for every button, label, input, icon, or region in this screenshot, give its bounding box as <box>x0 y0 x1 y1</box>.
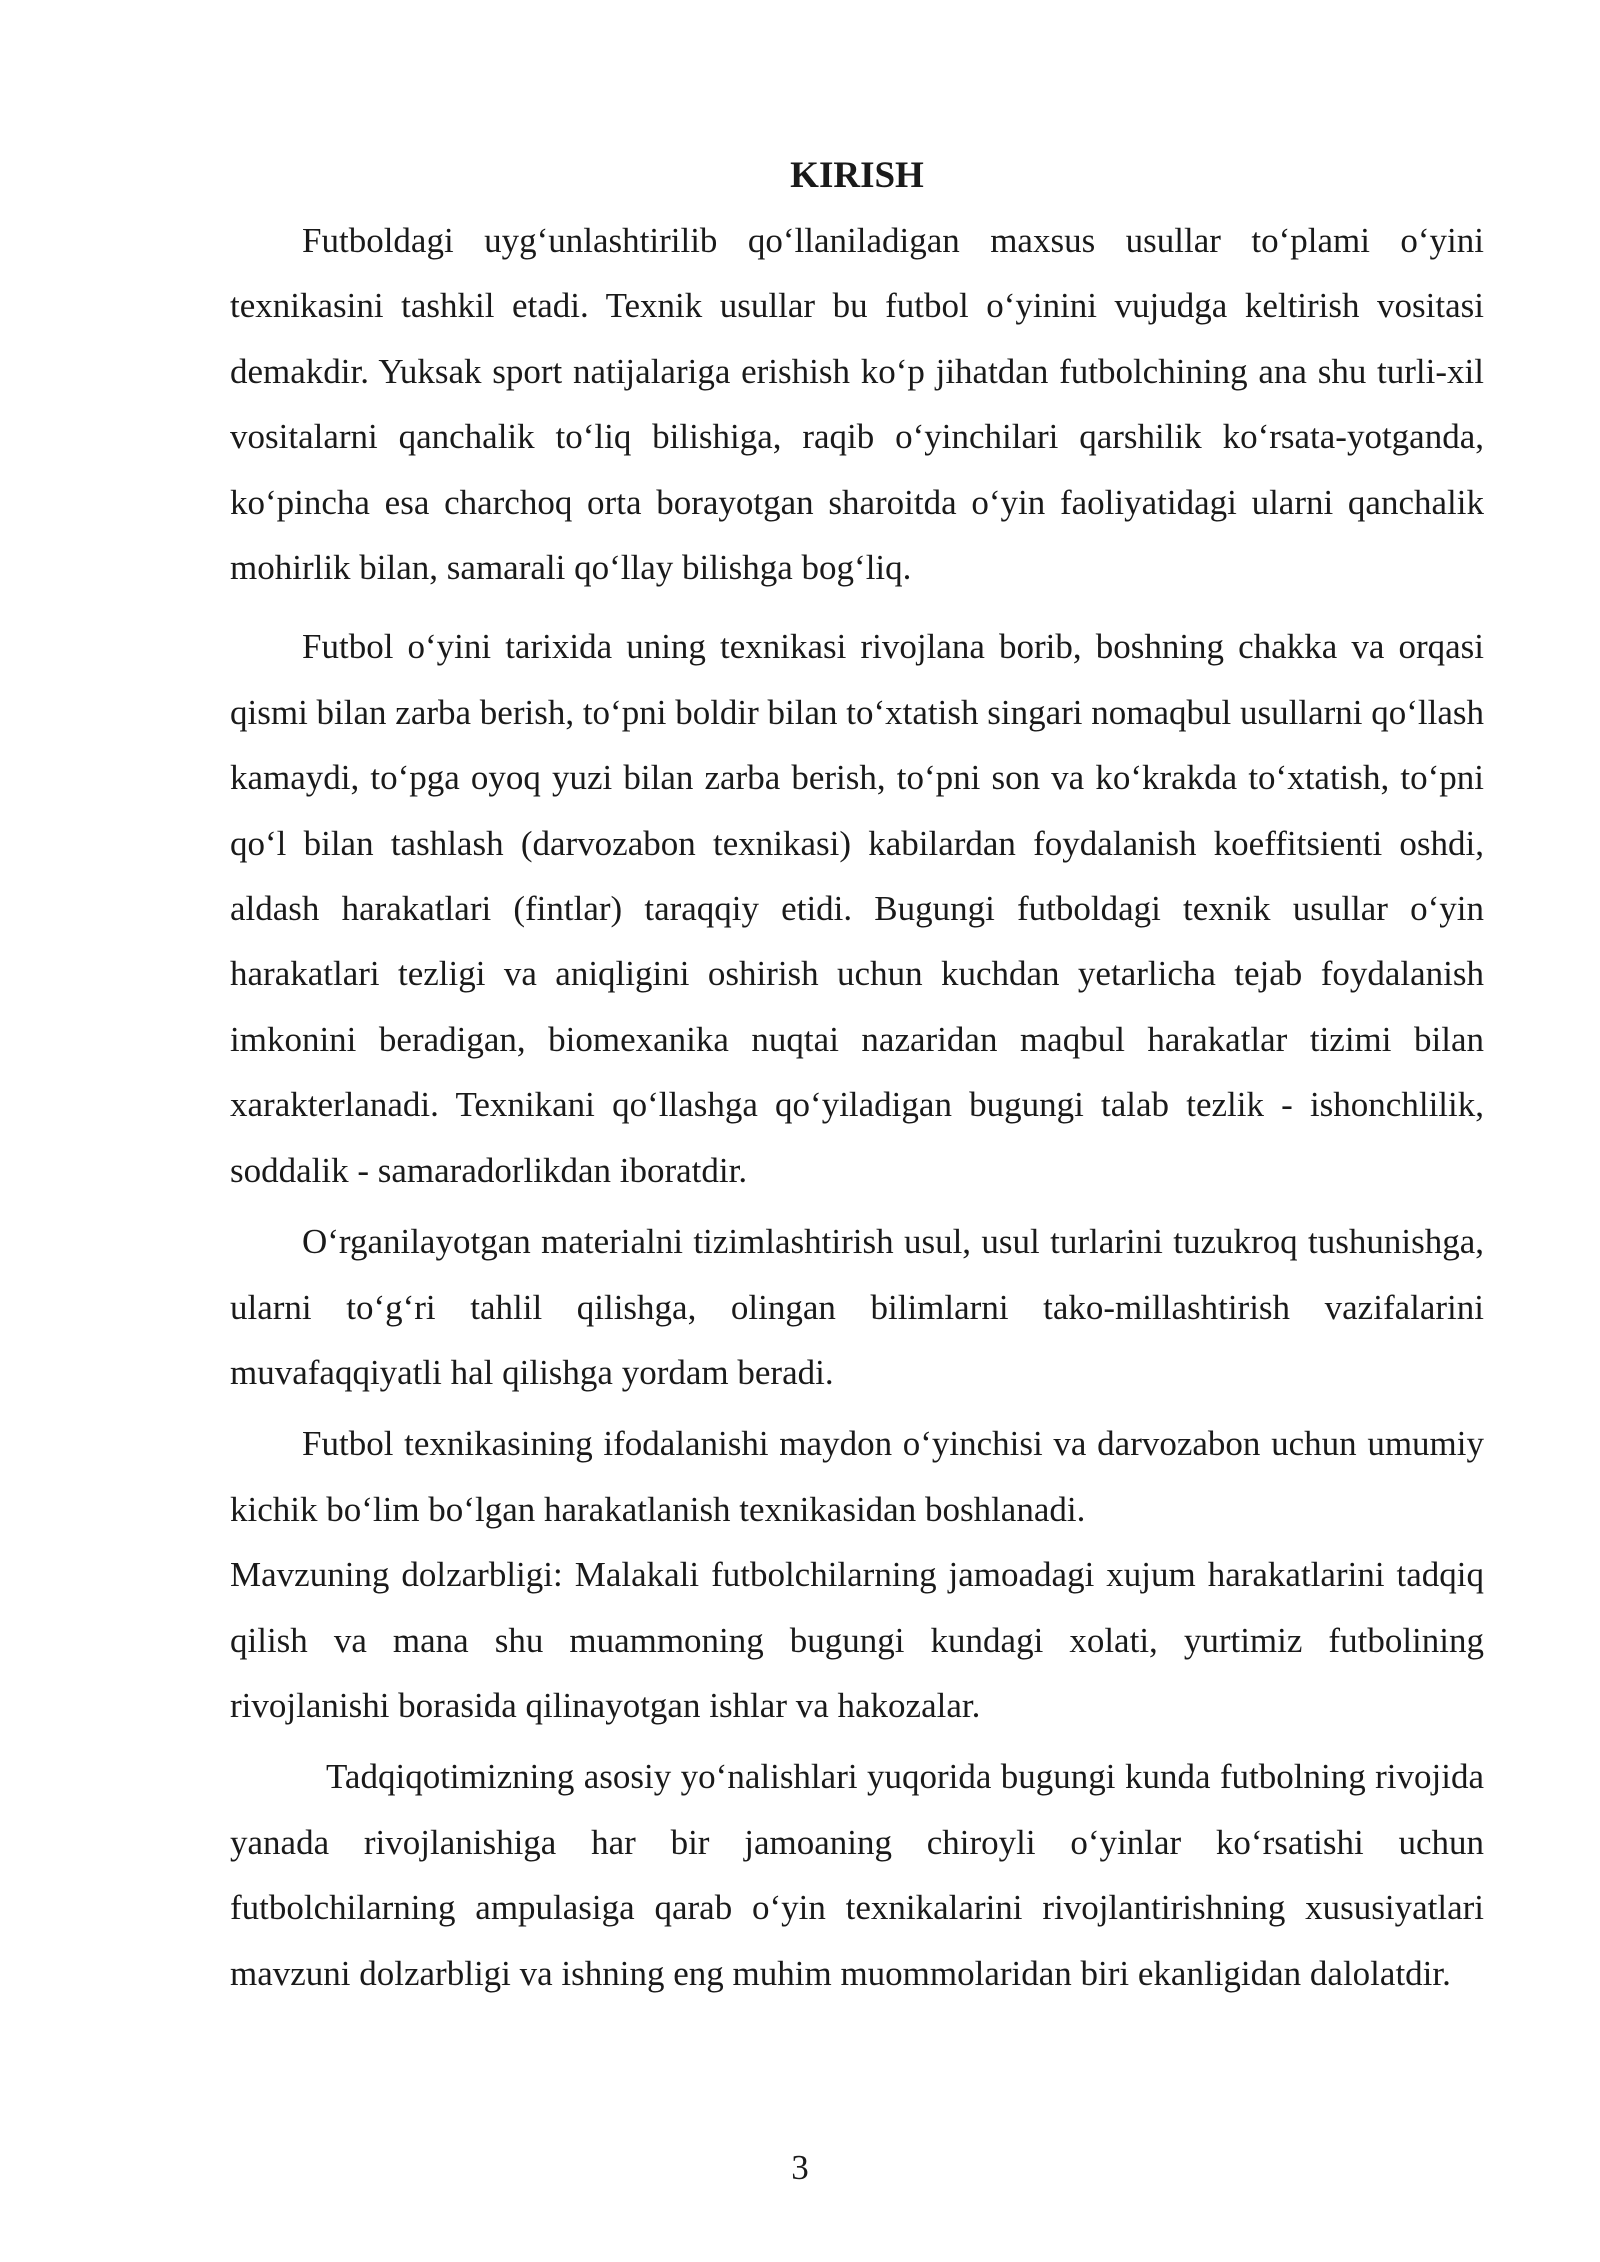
document-page <box>230 150 1484 2006</box>
page-number: 3 <box>791 2148 809 2187</box>
page-title: KIRISH <box>790 155 924 196</box>
paragraph-systematization: O‘rganilayotgan materialni tizimlashtirish usul, usul turlarini tuzukroq tushunishga, ularni to‘g‘ri tahlil qilishga, olingan bilimlarni tako-millashtirish vazifalarini muvafaqqiyatli hal qilishga yordam beradi. <box>230 1222 1484 1392</box>
paragraph-history: Futbol o‘yini tarixida uning texnikasi rivojlana borib, boshning chakka va orqasi qismi bilan zarba berish, to‘pni boldir bilan to‘xtatish singari nomaqbul usullarni qo‘llash kamaydi, to‘pga oyoq yuzi bilan zarba berish, to‘pni son va ko‘krakda to‘xtatish, to‘pni qo‘l bilan tashlash (darvozabon texnikasi) kabilardan foydalanish koeffitsienti oshdi, aldash harakatlari (fintlar) taraqqiy etidi. Bugungi futboldagi texnik usullar o‘yin harakatlari tezligi va aniqligini oshirish uchun kuchdan yetarlicha tejab foydalanish imkonini beradigan, biomexanika nuqtai nazaridan maqbul harakatlar tizimi bilan xarakterlanadi. Texnikani qo‘llashga qo‘yiladigan bugungi talab tezlik - ishonchlilik, soddalik - samaradorlikdan iboratdir. <box>230 627 1484 1190</box>
paragraph-relevance: Mavzuning dolzarbligi: Malakali futbolchilarning jamoadagi xujum harakatlarini tadqiq qilish va mana shu muammoning bugungi kundagi xolati, yurtimiz futbolining rivojlanishi borasida qilinayotgan ishlar va hakozalar. <box>230 1555 1484 1725</box>
paragraph-research-directions: Tadqiqotimizning asosiy yo‘nalishlari yuqorida bugungi kunda futbolning rivojida yanada rivojlanishiga har bir jamoaning chiroyli o‘yinlar ko‘rsatishi uchun futbolchilarning ampulasiga qarab o‘yin texnikalarini rivojlantirishning xususiyatlari mavzuni dolzarbligi va ishning eng muhim muommolaridan biri ekanligidan dalolatdir. <box>230 1757 1484 1993</box>
paragraph-technique: Futbol texnikasining ifodalanishi maydon o‘yinchisi va darvozabon uchun umumiy kichik bo‘lim bo‘lgan harakatlanish texnikasidan boshlanadi. <box>230 1424 1484 1529</box>
paragraph-intro: Futboldagi uyg‘unlashtirilib qo‘llaniladigan maxsus usullar to‘plami o‘yini texnikasini tashkil etadi. Texnik usullar bu futbol o‘yinini vujudga keltirish vositasi demakdir. Yuksak sport natijalariga erishish ko‘p jihatdan futbolchining ana shu turli-xil vositalarni qanchalik to‘liq bilishiga, raqib o‘yinchilari qarshilik ko‘rsata-yotganda, ko‘pincha esa charchoq orta borayotgan sharoitda o‘yin faoliyatidagi ularni qanchalik mohirlik bilan, samarali qo‘llay bilishga bog‘liq. <box>230 221 1484 588</box>
